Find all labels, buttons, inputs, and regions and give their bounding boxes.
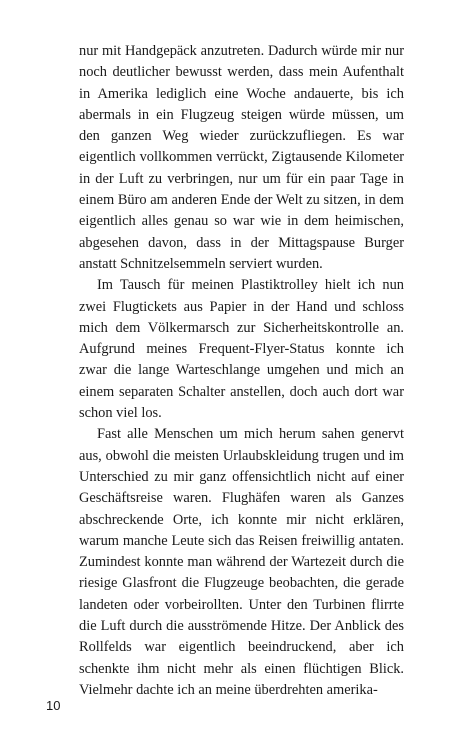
paragraph-3: Fast alle Menschen um mich herum sahen genervt aus, obwohl die meisten Urlaubskleidung trugen und im Unterschied zu mir ganz offensichtlich nicht auf einer Geschäftsreise waren. Flughäfen waren als Ganzes abschreckende Orte, ich konnte mir nicht erklären, warum manche Leute sich das Reisen freiwillig antaten. Zumindest konnte man während der Wartezeit durch die riesige Glasfront die Flugzeuge beobachten, die gerade landeten oder vorbeirollten. Unter den Turbinen flirrte die Luft durch die ausströmende Hitze. Der Anblick des Rollfelds war eigentlich beeindruckend, aber ich schenkte ihm nicht mehr als einen flüchtigen Blick. Vielmehr dachte ich an meine überdrehten amerika- bbox=[79, 426, 404, 698]
body-text bbox=[79, 41, 404, 701]
page-number: 10 bbox=[46, 698, 61, 713]
paragraph-1: nur mit Handgepäck anzutreten. Dadurch würde mir nur noch deutlicher bewusst werden, dass mein Aufenthalt in Amerika lediglich eine Woche andauerte, bis ich abermals in ein Flugzeug steigen würde müssen, um den ganzen Weg wieder zurückzufliegen. Es war eigentlich vollkommen verrückt, Zigtausende Kilometer in der Luft zu verbringen, nur um für ein paar Tage in einem Büro am anderen Ende der Welt zu sitzen, in dem eigentlich alles genau so war wie in dem heimischen, abgesehen davon, dass in der Mittagspause Burger anstatt Schnitzelsemmeln serviert wurden. bbox=[79, 43, 404, 272]
paragraph-2: Im Tausch für meinen Plastiktrolley hielt ich nun zwei Flugtickets aus Papier in der Hand und schloss mich dem Völkermarsch zur Sicherheitskontrolle an. Aufgrund meines Frequent-Flyer-Status konnte ich zwar die lange Warteschlange umgehen und mich an einem separaten Schalter anstellen, doch auch dort war schon viel los. bbox=[79, 277, 404, 422]
